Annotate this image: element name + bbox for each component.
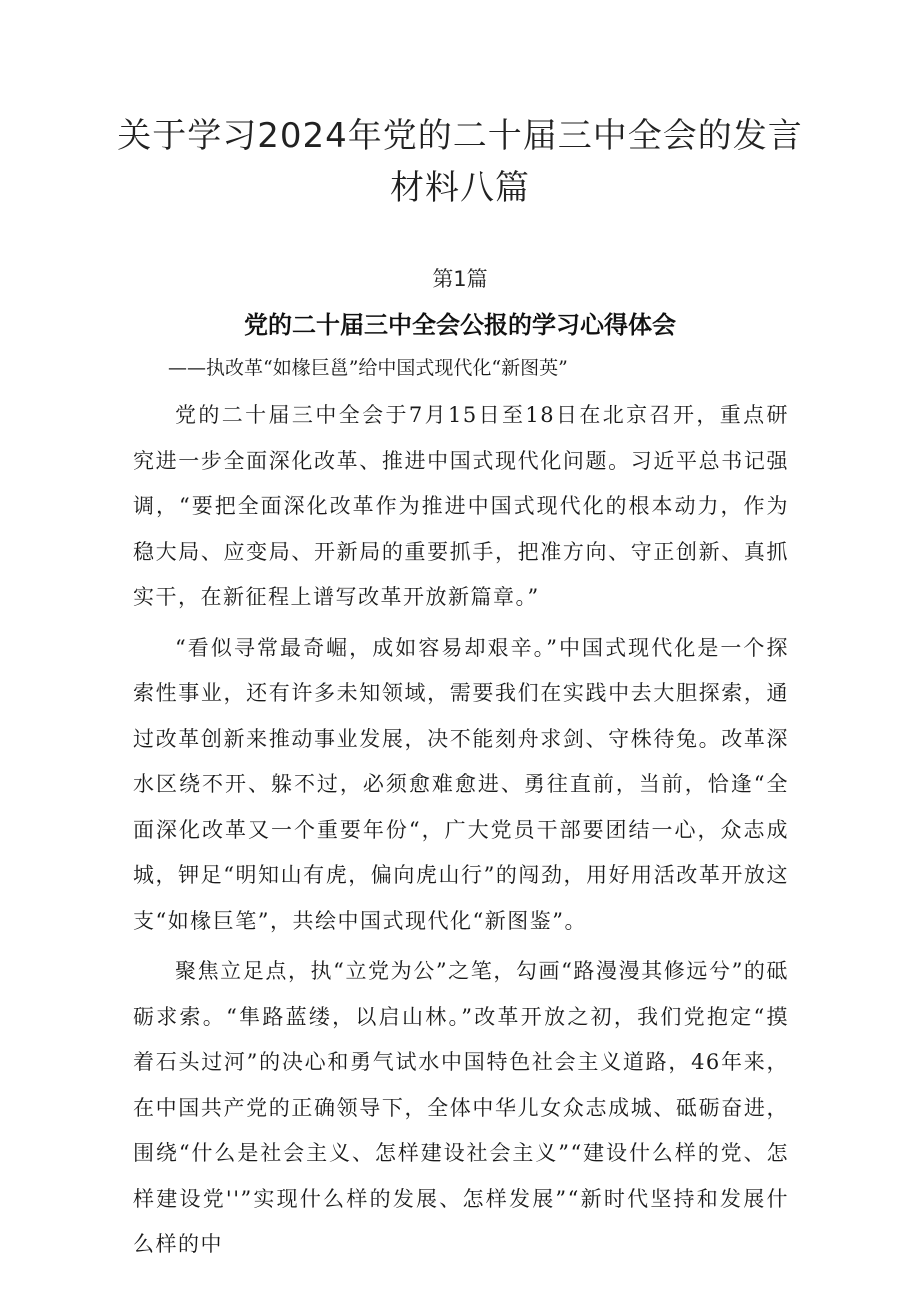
article-subtitle: ——执改革“如椽巨邕”给中国式现代化“新图英”: [168, 357, 568, 379]
body-paragraph: 聚焦立足点，执“立党为公”之笔，勾画“路漫漫其修远兮”的砥砺求索。“隼路蓝缕，以启山林。”改革开放之初，我们党抱定“摸着石头过河”的决心和勇气试水中国特色社会主义道路，46年来，在中国共产党的正确领导下，全体中华儿女众志成城、砥砺奋进，围绕“什么是社会主义、怎样建设社会主义”“建设什么样的党、怎样建设党''”实现什么样的发展、怎样发展”“新时代坚持和发展什么样的中: [133, 959, 789, 1256]
document-title: 关于学习2024年党的二十届三中全会的发言材料八篇: [117, 116, 803, 208]
chapter-label: 第1篇: [432, 267, 488, 291]
body-paragraph: 党的二十届三中全会于7月15日至18日在北京召开，重点研究进一步全面深化改革、推进中国式现代化问题。习近平总书记强调，“要把全面深化改革作为推进中国式现代化的根本动力，作为稳大局、应变局、开新局的重要抓手，把准方向、守正创新、真抓实干，在新征程上谱写改革开放新篇章。”: [133, 403, 789, 609]
article-title: 党的二十届三中全会公报的学习心得体会: [244, 311, 676, 339]
article-body: [133, 393, 789, 1273]
body-paragraph: “看似寻常最奇崛，成如容易却艰辛。”中国式现代化是一个探索性事业，还有许多未知领域，需要我们在实践中去大胆探索，通过改革创新来推动事业发展，决不能刻舟求剑、守株待兔。改革深水区绕不开、躲不过，必须愈难愈进、勇往直前，当前，恰逢“全面深化改革又一个重要年份“，广大党员干部要团结一心，众志成城，钾足“明知山有虎，偏向虎山行”的闯劲，用好用活改革开放这支“如椽巨笔”，共绘中国式现代化“新图鉴”。: [133, 635, 789, 933]
